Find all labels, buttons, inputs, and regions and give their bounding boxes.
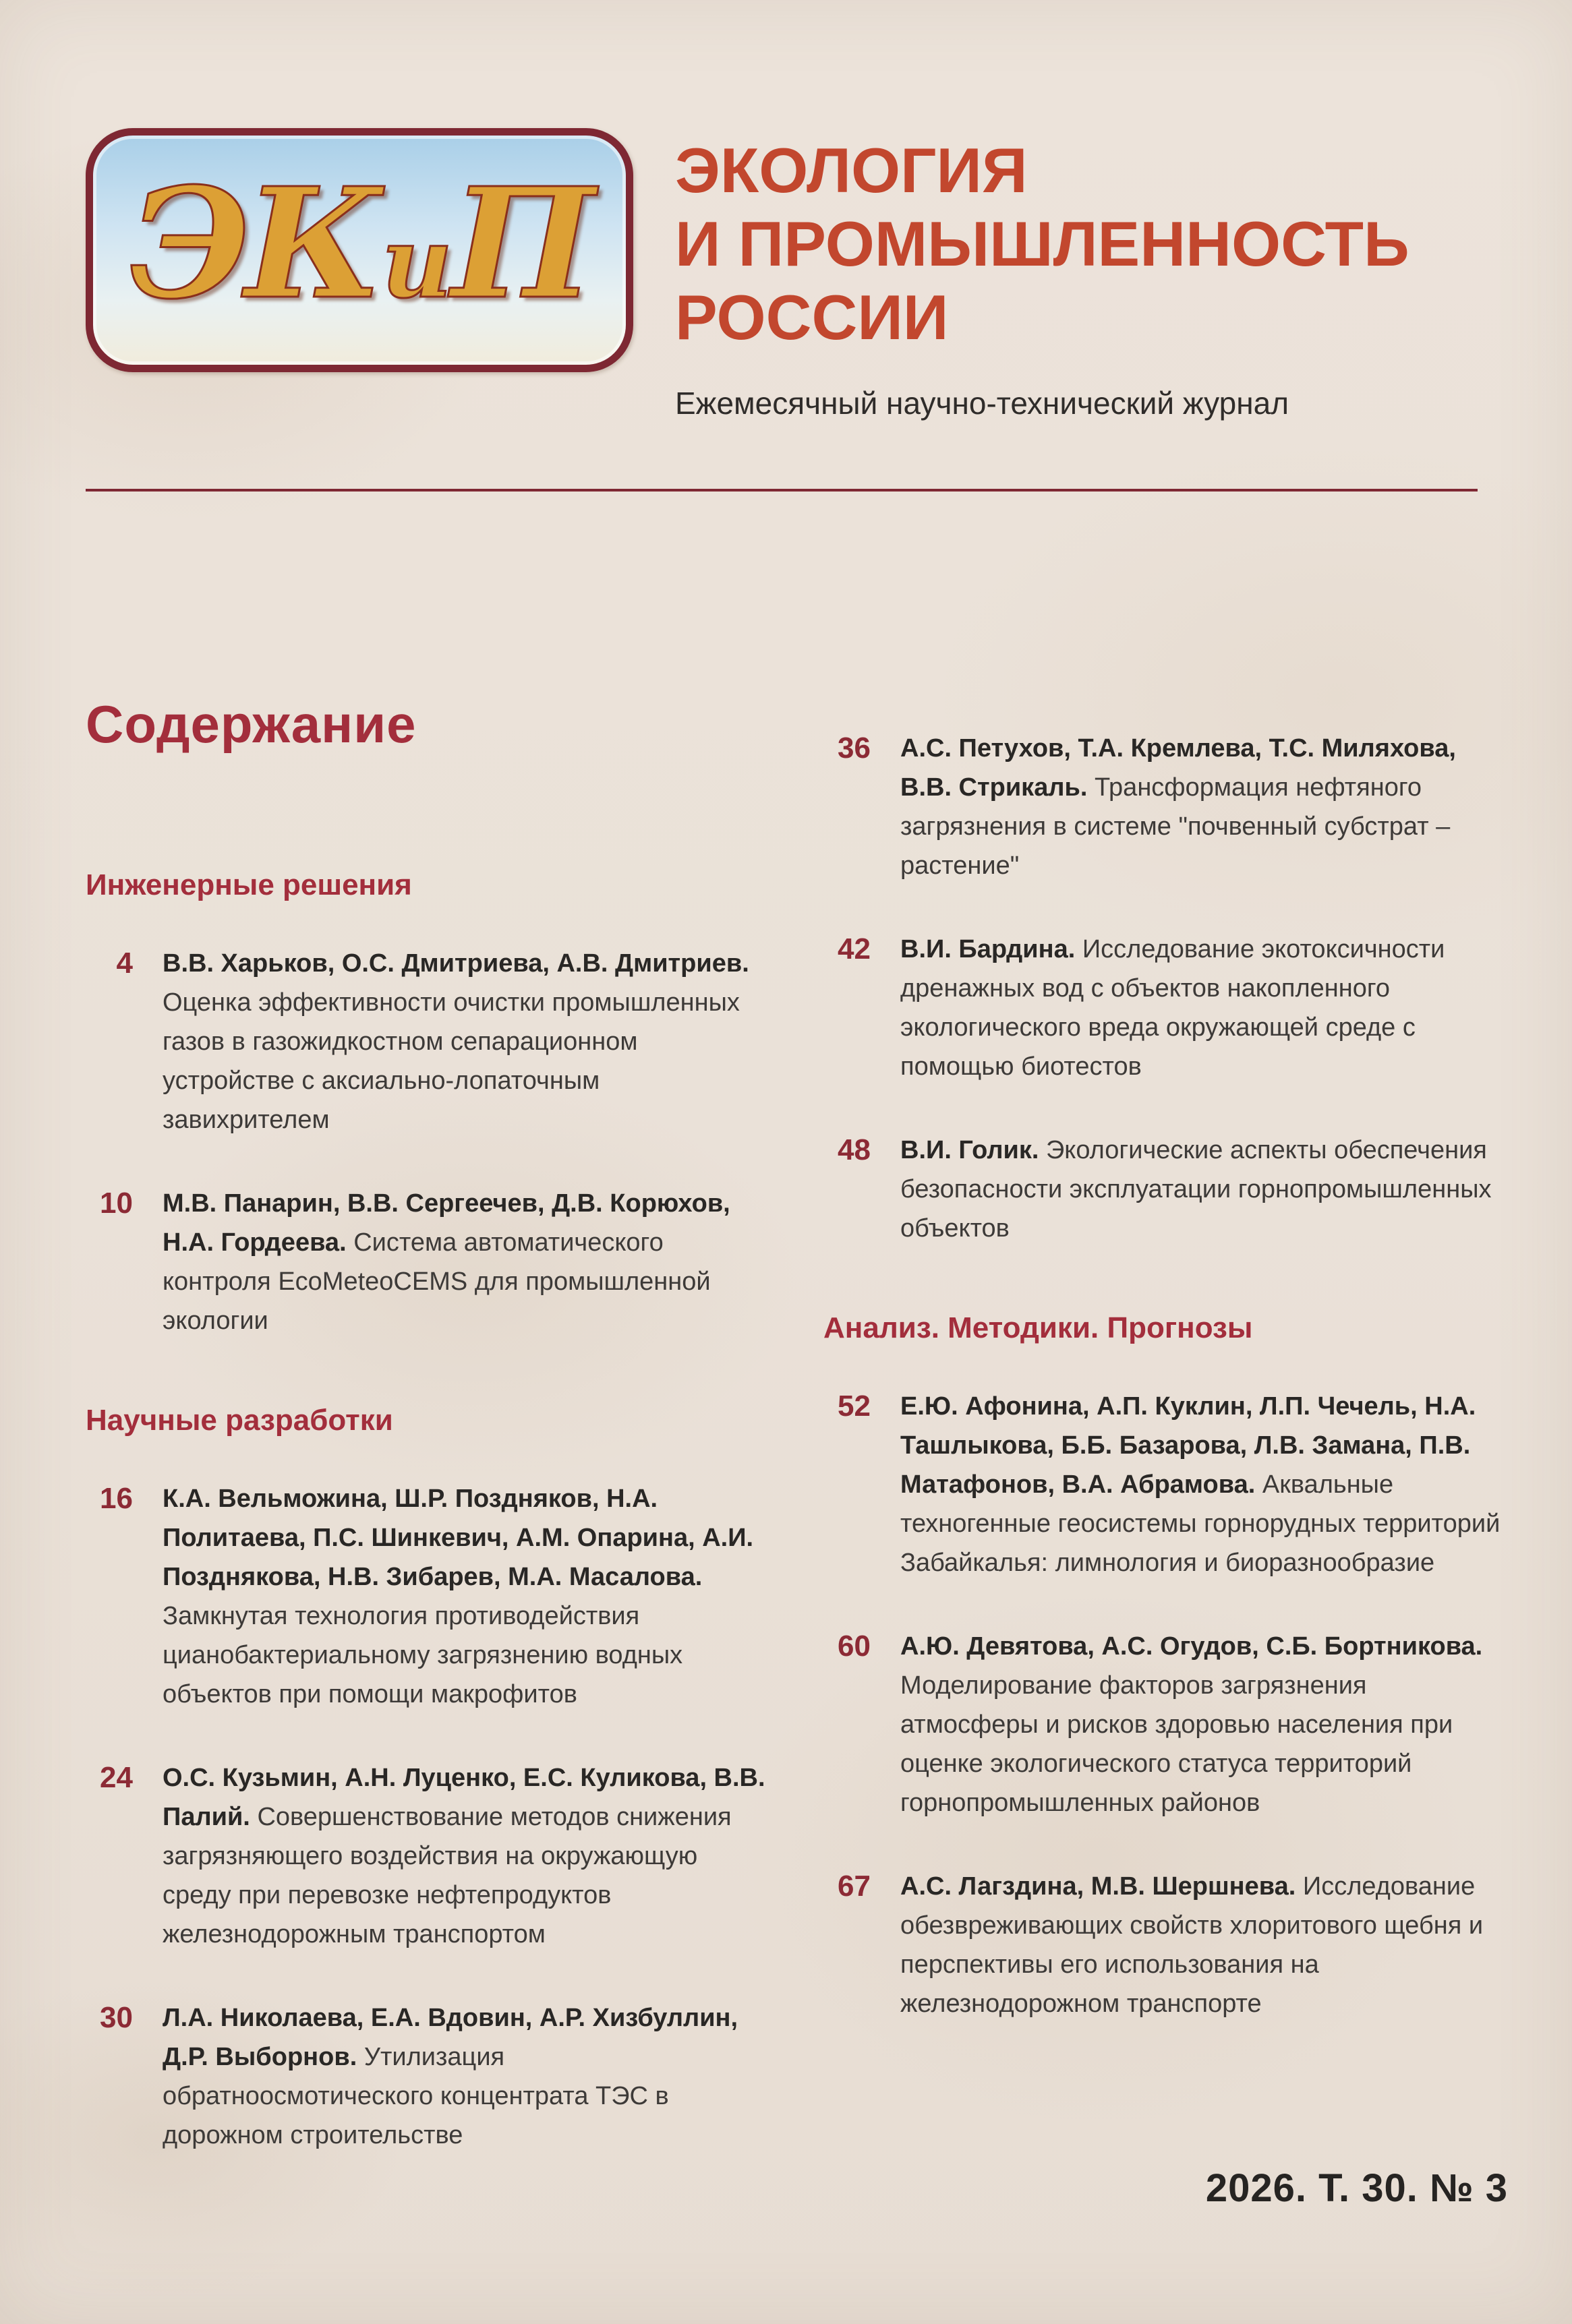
entry-page-number: 16 [100,1482,133,1515]
entry-text [900,930,1505,1086]
toc-entry [823,930,1505,1086]
toc-entry [86,1479,767,1714]
entry-page-number: 48 [838,1133,871,1166]
toc-entry [823,1867,1505,2023]
entry-title: Оценка эффективности очистки промышленных газов в газожидкостном сепарационном устройстве с аксиально-лопаточным завихрителем [163,988,740,1134]
title-line: И ПРОМЫШЛЕННОСТЬ [675,208,1409,279]
entry-page-number: 30 [100,2001,133,2034]
entry-text [900,729,1505,885]
entry-title: Система автоматического контроля EcoMeteoCEMS для промышленной экологии [163,1228,711,1335]
entry-authors: А.С. Петухов, Т.А. Кремлева, Т.С. Миляхова, В.В. Стрикаль. [900,734,1456,802]
section-heading: Инженерные решения [86,868,412,901]
logo-part: и [381,205,448,320]
entry-page-number: 4 [116,947,133,980]
entry-page-number: 52 [838,1390,871,1423]
entry-page-number: 67 [838,1870,871,1903]
entry-authors: Е.Ю. Афонина, А.П. Куклин, Л.П. Чечель, Н.А. Ташлыкова, Б.Б. Базарова, Л.В. Замана, П.В. Матафонов, В.А. Абрамова. [900,1392,1476,1499]
entry-title: Утилизация обратноосмотического концентрата ТЭС в дорожном строительстве [163,2043,669,2149]
entry-text [900,1131,1505,1248]
entry-authors: В.И. Бардина. [900,935,1076,963]
toc-column-left [86,694,767,2199]
journal-subtitle: Ежемесячный научно-технический журнал [675,386,1289,421]
entry-text [163,944,767,1139]
toc-entry [86,944,767,1139]
title-line: ЭКОЛОГИЯ [675,135,1028,206]
toc-entry [86,1184,767,1340]
section-heading: Научные разработки [86,1404,393,1437]
entry-text [163,1184,767,1340]
entry-page-number: 10 [100,1187,133,1220]
journal-logo-text [129,154,589,333]
section-heading: Анализ. Методики. Прогнозы [823,1311,1253,1344]
toc-entry [86,1758,767,1954]
entry-title: Замкнутая технология противодействия цианобактериальному загрязнению водных объектов при помощи макрофитов [163,1602,683,1708]
journal-title-block [675,128,1409,421]
header [0,0,1572,421]
toc-entry [823,1387,1505,1582]
entry-title: Трансформация нефтяного загрязнения в системе "почвенный субстрат – растение" [900,773,1451,880]
toc-entry [823,1627,1505,1822]
entry-page-number: 24 [100,1761,133,1794]
logo-part: П [451,154,589,333]
entry-title: Исследование экотоксичности дренажных вод с объектов накопленного экологического вреда окружающей среде с помощью биотестов [900,935,1445,1081]
entry-title: Аквальные техногенные геосистемы горнорудных территорий Забайкалья: лимнология и биоразнообразие [900,1470,1501,1577]
entry-authors: О.С. Кузьмин, А.Н. Луценко, Е.С. Куликова, В.В. Палий. [163,1764,765,1831]
entry-title: Моделирование факторов загрязнения атмосферы и рисков здоровью населения при оценке экологического статуса территорий горнопромышленных районов [900,1671,1453,1817]
entry-title: Совершенствование методов снижения загрязняющего воздействия на окружающую среду при перевозке нефтепродуктов железнодорожным транспортом [163,1803,732,1948]
entry-authors: В.В. Харьков, О.С. Дмитриева, А.В. Дмитриев. [163,949,749,978]
logo-part: ЭК [129,154,378,333]
entry-title: Экологические аспекты обеспечения безопасности эксплуатации горнопромышленных объектов [900,1136,1492,1243]
entry-text [900,1867,1505,2023]
entry-text [163,1998,767,2155]
entry-title: Исследование обезвреживающих свойств хлоритового щебня и перспективы его использования на железнодорожном транспорте [900,1872,1484,2018]
entry-authors: В.И. Голик. [900,1136,1039,1164]
toc-entry [86,1998,767,2155]
entry-page-number: 36 [838,732,871,765]
toc-heading: Содержание [86,694,417,754]
issue-info: 2026. Т. 30. № 3 [1205,2166,1508,2210]
entry-text [900,1387,1505,1582]
entry-text [163,1479,767,1714]
entry-authors: К.А. Вельможина, Ш.Р. Поздняков, Н.А. Политаева, П.С. Шинкевич, А.М. Опарина, А.И. Позднякова, Н.В. Зибарев, М.А. Масалова. [163,1485,754,1591]
toc-column-right [823,694,1505,2199]
entry-text [163,1758,767,1954]
entry-page-number: 42 [838,932,871,965]
entry-authors: А.Ю. Девятова, А.С. Огудов, С.Б. Бортникова. [900,1632,1483,1661]
entry-authors: М.В. Панарин, В.В. Сергеечев, Д.В. Корюхов, Н.А. Гордеева. [163,1189,730,1257]
journal-logo [86,128,633,372]
journal-title [675,133,1409,354]
title-line: РОССИИ [675,282,949,353]
toc-entry [823,729,1505,885]
entry-authors: Л.А. Николаева, Е.А. Вдовин, А.Р. Хизбуллин, Д.Р. Выборнов. [163,2004,738,2071]
entry-text [900,1627,1505,1822]
toc-entry [823,1131,1505,1248]
table-of-contents [0,491,1572,2199]
entry-page-number: 60 [838,1630,871,1663]
entry-authors: А.С. Лагздина, М.В. Шершнева. [900,1872,1296,1901]
